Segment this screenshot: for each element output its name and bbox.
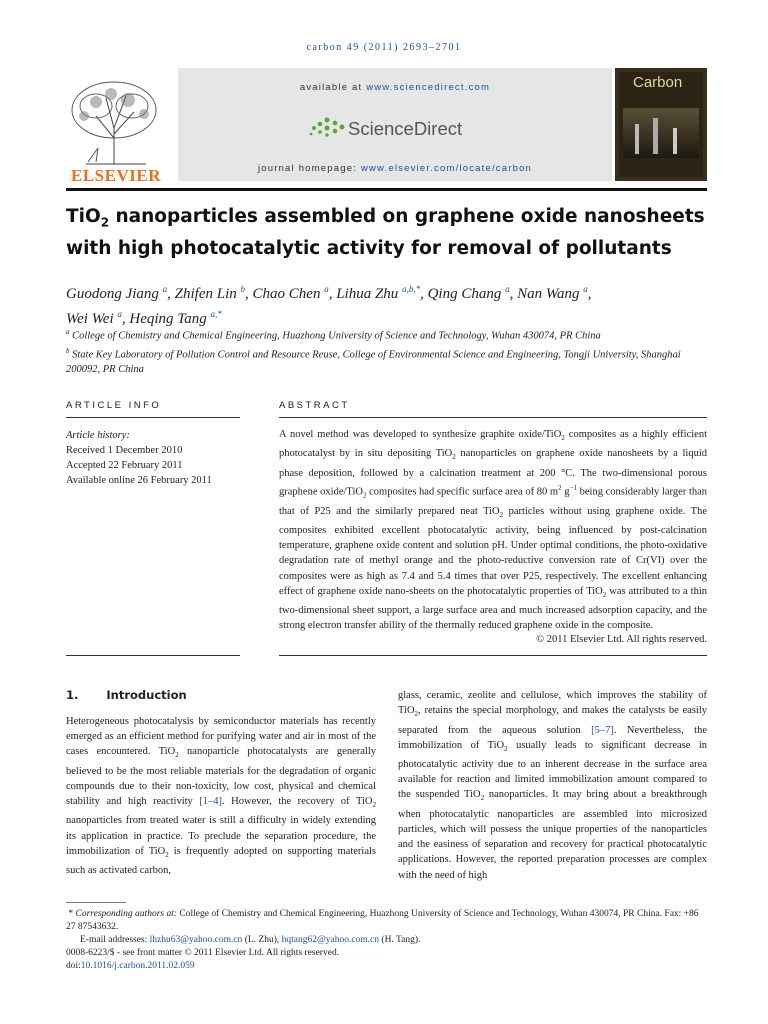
subscript: 2 [362,491,367,500]
body-text: , retains the special morphology, and makes the catalysts be easily separated from the aqueous solution [398,705,707,736]
affiliation-text: State Key Laboratory of Pollution Control and Resource Reuse, College of Environmental Science and Engineering, Tongji University, Shanghai 200092, PR China [66,349,681,375]
author-name: Guodong Jiang [66,286,159,302]
author-affiliation-mark[interactable]: a [583,284,588,294]
email-link[interactable]: lhzhu63@yahoo.com.cn [149,935,243,945]
subscript: 2 [175,751,179,760]
abstract-part: was attributed to a thin two-dimensional sheet support, a large surface area and much increased adsorption capacity, and the strong electron transfer ability of the thermally reduced graphene oxide in the composite. [279,585,707,632]
author-separator: , [587,286,592,302]
affiliation-a [66,325,707,344]
affiliation-b [66,344,707,378]
body-text: nanoparticles from treated water is still a difficulty in widely extending its application in practice. To preclude the separation procedure, the immobilization of TiO [66,815,376,857]
author-name: Lihua Zhu [336,286,399,302]
article-title [66,204,716,262]
author-separator: , [509,286,518,302]
intro-column-1 [66,714,376,878]
author-name: Heqing Tang [129,311,207,327]
author-separator: , [167,286,175,302]
author-separator: , [245,286,253,302]
author-list [66,279,716,329]
abstract-text [279,427,707,633]
section-title: Introduction [106,688,187,702]
author-affiliation-mark[interactable]: a [162,284,168,294]
accepted-date: Accepted 22 February 2011 [66,460,183,471]
email-label: E-mail addresses: [80,935,150,945]
superscript: 2 [558,483,562,492]
citation-link[interactable]: [5–7] [591,724,614,736]
history-label: Article history: [66,430,130,441]
author-affiliation-mark[interactable]: a [505,284,510,294]
affiliation-mark: b [66,346,70,355]
abstract-copyright: © 2011 Elsevier Ltd. All rights reserved. [536,634,707,645]
sciencedirect-brand: ScienceDirect [348,118,463,139]
abstract-part: particles without using graphene oxide. The composites exhibited excellent photocatalytic activity, being influenced by post-calcination temperature, graphene oxide content and solution pH. Under optimal conditions, the photo-oxidative degradation rate of methyl orange and the photo-reductive conversion rate of Cr(VI) over the composites were as high as 7.4 and 5.4 times that over P25, respectively. The excellent enhancing effect of graphene oxide nano-sheets on the photocatalytic properties of TiO [279,505,707,597]
body-text: nanoparticles. It may bring about a breakthrough when photocatalytic nanoparticles are assembled into microsized particles, which will possess the unique properties of the nanoparticles and the easiness of separation and recovery for practical photocatalytic applications. However, the reported preparation processes are complex with the need of high [398,789,707,881]
author-affiliation-mark[interactable]: a,* [210,309,222,319]
abstract-part: being considerably larger than that of P25 and the similarly prepared neat TiO [279,486,707,517]
body-text: usually leads to significant decrease in photocatalytic activity due to an inherent decrease in the surface area available for reaction and limited immobilization amount compared to the suspended TiO [398,739,708,801]
subscript: 2 [414,710,419,719]
journal-homepage-link[interactable]: www.elsevier.com/locate/carbon [360,163,533,174]
subscript: 2 [165,850,169,859]
footnote-star: * [68,909,74,919]
corresponding-text: College of Chemistry and Chemical Engineering, Huazhong University of Science and Technology, Wuhan 430074, PR China. Fax: +86 27 87543632. [66,909,699,932]
issn-line: 0008-6223/$ - see front matter © 2011 Elsevier Ltd. All rights reserved. [66,948,340,958]
cover-title: Carbon [633,74,683,91]
intro-column-2 [398,688,707,883]
corresponding-author-note [66,908,707,934]
title-line-2: with high photocatalytic activity for removal of pollutants [66,237,672,259]
header-rule [66,188,707,191]
article-history [66,428,241,488]
email-owner: (H. Tang). [379,935,421,945]
body-text: is frequently adopted on supporting materials such as activated carbon, [66,845,376,877]
affiliation-mark: a [66,328,70,336]
author-name: Chao Chen [252,286,321,302]
author-name: Nan Wang [517,286,580,302]
author-name: Zhifen Lin [174,286,237,302]
section-heading-introduction [66,688,187,702]
online-date: Available online 26 February 2011 [66,475,212,486]
homepage-label: journal homepage: [257,163,361,174]
email-line [66,934,707,947]
author-name: Qing Chang [427,286,502,302]
superscript: −1 [569,483,577,492]
sciencedirect-link[interactable]: www.sciencedirect.com [366,82,491,93]
author-separator: , [121,311,130,327]
corresponding-label: Corresponding authors at: [75,909,178,919]
email-owner: (L. Zhu), [242,935,282,945]
subscript: 2 [452,453,456,462]
article-info-heading: ARTICLE INFO [66,400,162,411]
abstract-part: nanoparticles on graphene oxide nanosheets by a liquid phase deposition, followed by a calcination treatment at 200 °C. The two-dimensional porous graphene oxide/TiO [279,448,707,498]
received-date: Received 1 December 2010 [66,445,183,456]
sciencedirect-logo-icon [308,114,348,140]
affiliation-text: College of Chemistry and Chemical Engineering, Huazhong University of Science and Technology, Wuhan 430074, PR China [72,330,601,342]
available-at [178,82,612,93]
abstract-rule [279,417,707,418]
author-name: Wei Wei [66,311,114,327]
author-separator: , [420,286,428,302]
subscript: 2 [499,510,504,519]
doi-line [66,960,707,973]
body-text: . However, the recovery of TiO [222,796,373,808]
email-link[interactable]: hqtang62@yahoo.com.cn [281,935,380,945]
journal-citation: carbon 49 (2011) 2693–2701 [306,42,462,53]
citation-link[interactable]: [1–4] [199,796,223,808]
author-affiliation-mark[interactable]: a [324,284,329,294]
abstract-part: A novel method was developed to synthesize graphite oxide/TiO [279,429,562,440]
author-affiliation-mark[interactable]: a [117,309,122,319]
abstract-part: g [561,486,570,498]
abstract-heading: ABSTRACT [279,400,350,411]
body-text: glass, ceramic, zeolite and cellulose, which improves the stability of TiO [398,690,707,717]
footnote-rule [66,902,126,903]
elsevier-wordmark: ELSEVIER [71,166,161,185]
abstract-part: composites had specific surface area of 80 m [366,486,559,498]
section-number: 1. [66,688,79,702]
body-text: nanoparticle photocatalysts are generally believed to be the most reliable materials for the degradation of organic compounds due to their non-toxicity, low cost, physical and chemical stability and high reactivity [66,746,376,808]
subscript: 2 [561,434,565,443]
abstract-bottom-rule [279,655,707,656]
info-bottom-rule [66,655,240,656]
body-text: . Nevertheless, the immobilization of TiO [398,724,707,751]
body-text: Heterogeneous photocatalysis by semiconductor materials has recently emerged as an efficient method for purifying water and air in most of the cases encountered. TiO [66,716,376,758]
journal-cover-image [615,68,707,181]
subscript: 2 [504,744,508,753]
info-rule [66,417,240,418]
doi-label: doi: [66,961,81,971]
subscript: 2 [372,801,376,810]
author-affiliation-mark[interactable]: a,b,* [402,284,421,294]
footnote [66,908,707,973]
doi-link[interactable]: 10.1016/j.carbon.2011.02.059 [80,961,195,971]
title-subscript: 2 [100,215,110,230]
affiliations [66,325,707,377]
author-affiliation-mark[interactable]: b [240,284,246,294]
journal-homepage [178,163,612,174]
subscript: 2 [480,794,485,803]
abstract-part: composites as a highly efficient photocatalyst by in situ depositing TiO [279,429,707,460]
subscript: 2 [602,590,607,599]
title-part: nanoparticles assembled on graphene oxide nanosheets [109,206,705,227]
author-separator: , [328,286,337,302]
title-part: TiO [66,206,101,227]
available-label: available at [299,82,367,93]
